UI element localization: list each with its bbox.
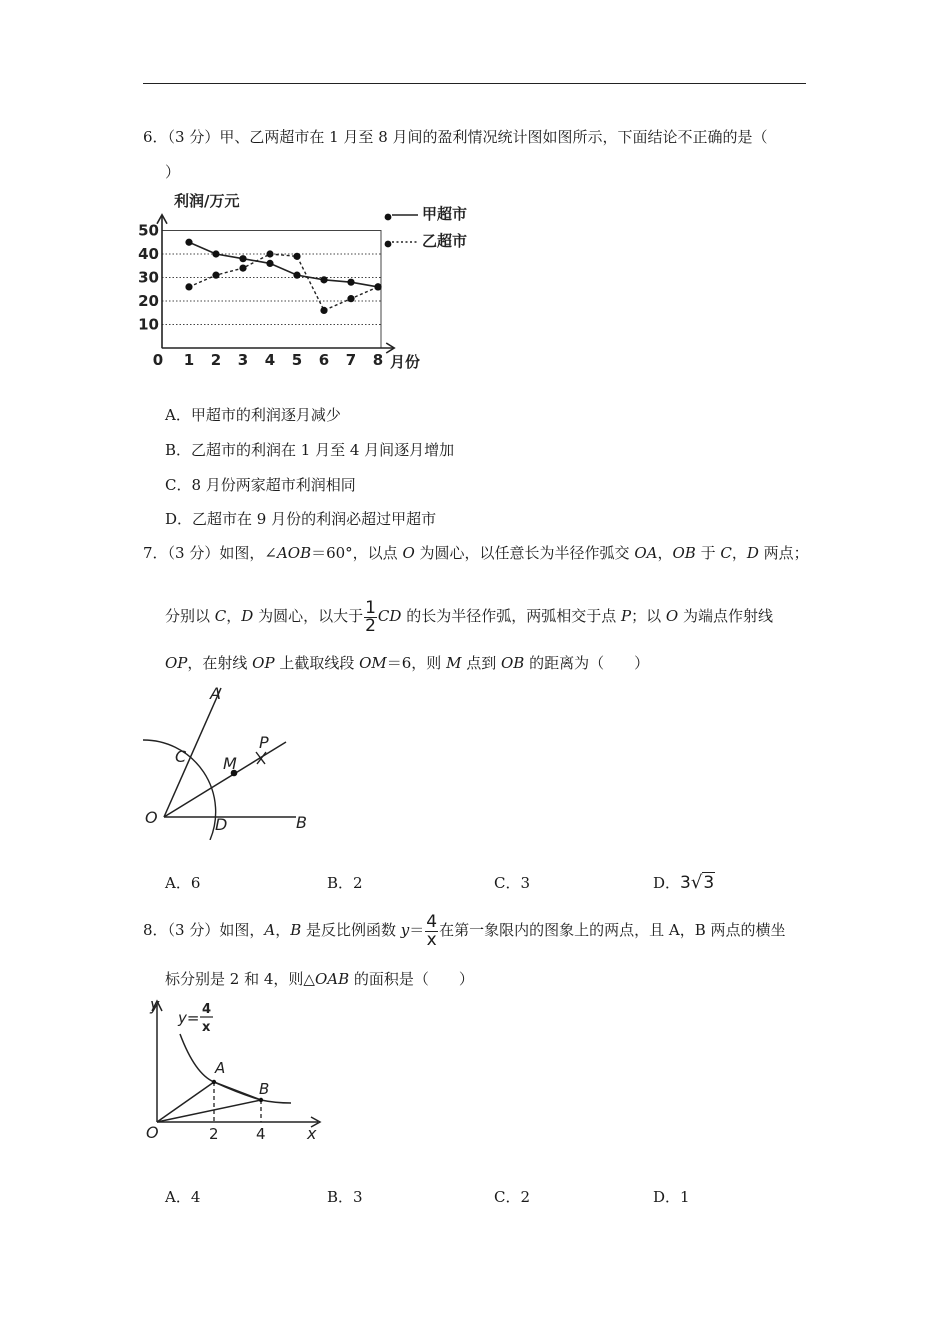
x-tick-label: 2 (210, 351, 222, 369)
ray-oa (164, 688, 221, 817)
q7-option-a: A．6 (165, 874, 201, 892)
point-a (212, 1080, 216, 1084)
legend-marker-1 (385, 214, 392, 221)
q8-option-c: C．2 (494, 1188, 531, 1206)
data-point-series-1 (266, 260, 273, 267)
function-label-den: x (202, 1020, 211, 1035)
data-point-series-2 (293, 253, 300, 260)
fraction-four-over-x: $\frac{4}{x}$ (426, 911, 438, 950)
label-c: C (175, 747, 187, 766)
q6-option-d: D．乙超市在 9 月份的利润必超过甲超市 (165, 510, 437, 528)
legend-label-1: 甲超市 (422, 205, 468, 223)
arc-mark-p1 (256, 752, 265, 764)
q8-line-2: 标分别是 2 和 4，则△OAB 的面积是（ ） (165, 970, 474, 988)
fraction-one-half: $\frac{1}{2}$ (365, 597, 376, 636)
q6-stem-end: ） (165, 163, 181, 181)
q8-line-1: 8．（3 分）如图，A，B 是反比例函数 y＝ $\frac{4}{x}$ 在第一象限内的图象上的两点，且 A，B 两点的横坐 (143, 911, 786, 950)
data-point-series-2 (212, 272, 219, 279)
q6-option-a: A．甲超市的利润逐月减少 (165, 406, 341, 424)
header-rule (143, 83, 806, 84)
q8-inverse-function-figure (140, 992, 330, 1147)
function-label-prefix: y= (178, 1009, 200, 1027)
legend-marker-2 (385, 241, 392, 248)
label-y-axis: y (150, 995, 160, 1014)
q8-option-d: D．1 (653, 1188, 690, 1206)
chart-series (185, 239, 381, 314)
x-tick-label: 3 (237, 351, 249, 369)
q7-option-b: B．2 (327, 874, 363, 892)
label-x-axis: x (307, 1124, 317, 1143)
x-tick-label: 8 (372, 351, 384, 369)
x-tick-label: 1 (183, 351, 195, 369)
label-origin: O (146, 1123, 159, 1142)
x-tick-label: 6 (318, 351, 330, 369)
q7-angle-figure (138, 680, 328, 840)
label-m: M (223, 754, 237, 773)
q7-line-3: OP，在射线 OP 上截取线段 OM＝6，则 M 点到 OB 的距离为（ ） (165, 654, 650, 672)
label-p: P (259, 733, 269, 752)
label-b: B (259, 1080, 270, 1098)
data-point-series-2 (185, 283, 192, 290)
data-point-series-1 (293, 272, 300, 279)
chart-y-axis-label: 利润/万元 (174, 192, 240, 210)
y-tick-label: 40 (138, 245, 159, 263)
q8-option-a: A．4 (165, 1188, 201, 1206)
chart-plot-frame (162, 231, 381, 349)
function-label-num: 4 (202, 1002, 212, 1017)
data-point-series-1 (185, 239, 192, 246)
q6-option-c: C．8 月份两家超市利润相同 (165, 476, 356, 494)
arc-mark-p2 (257, 752, 266, 764)
hyperbola-curve (180, 1034, 291, 1103)
y-tick-label: 10 (138, 315, 159, 334)
x-tick-label-origin: 0 (152, 351, 164, 369)
chart-legend (385, 205, 467, 250)
chart-ticks (138, 222, 383, 370)
data-point-series-2 (347, 295, 354, 302)
q6-line-chart (138, 186, 483, 376)
q7-option-d: D．3√3 (653, 872, 715, 893)
q7-line-2: 分别以 C，D 为圆心，以大于 $\frac{1}{2}$ CD 的长为半径作弧，两弧相交于点 P；以 O 为端点作射线 (165, 597, 773, 636)
y-tick-label: 20 (138, 292, 159, 310)
label-o: O (145, 808, 158, 827)
tick-label-4: 4 (256, 1125, 266, 1143)
q6-option-b: B．乙超市的利润在 1 月至 4 月间逐月增加 (165, 441, 455, 459)
q7-option-c: C．3 (494, 874, 531, 892)
point-b (259, 1098, 263, 1102)
data-point-series-1 (320, 276, 327, 283)
data-point-series-1 (239, 255, 246, 262)
q8-option-b: B．3 (327, 1188, 363, 1206)
x-tick-label: 7 (345, 351, 357, 369)
y-tick-label: 30 (138, 268, 159, 287)
x-tick-label: 5 (291, 351, 303, 369)
label-a: A (210, 684, 221, 703)
q6-stem: 6．（3 分）甲、乙两超市在 1 月至 8 月间的盈利情况统计图如图所示，下面结论不正确的是（ (143, 128, 768, 146)
radical-expression: 3√3 (680, 872, 715, 893)
data-point-series-1 (212, 250, 219, 257)
chart-x-axis-label: 月份 (390, 353, 421, 371)
data-point-series-2 (374, 283, 381, 290)
y-tick-label: 50 (138, 221, 159, 240)
data-point-series-2 (320, 307, 327, 314)
label-a: A (215, 1059, 226, 1077)
legend-label-2: 乙超市 (422, 232, 468, 250)
tick-label-2: 2 (209, 1125, 219, 1143)
chart-grid (162, 231, 381, 349)
label-b: B (296, 813, 307, 832)
data-point-series-2 (266, 250, 273, 257)
data-point-series-1 (347, 279, 354, 286)
segment-ab (214, 1082, 261, 1100)
data-point-series-2 (239, 265, 246, 272)
q7-line-1: 7．（3 分）如图，∠AOB＝60°，以点 O 为圆心，以任意长为半径作弧交 OA，OB 于 C，D 两点； (143, 544, 809, 562)
x-tick-label: 4 (264, 351, 276, 369)
label-d: D (215, 815, 228, 834)
